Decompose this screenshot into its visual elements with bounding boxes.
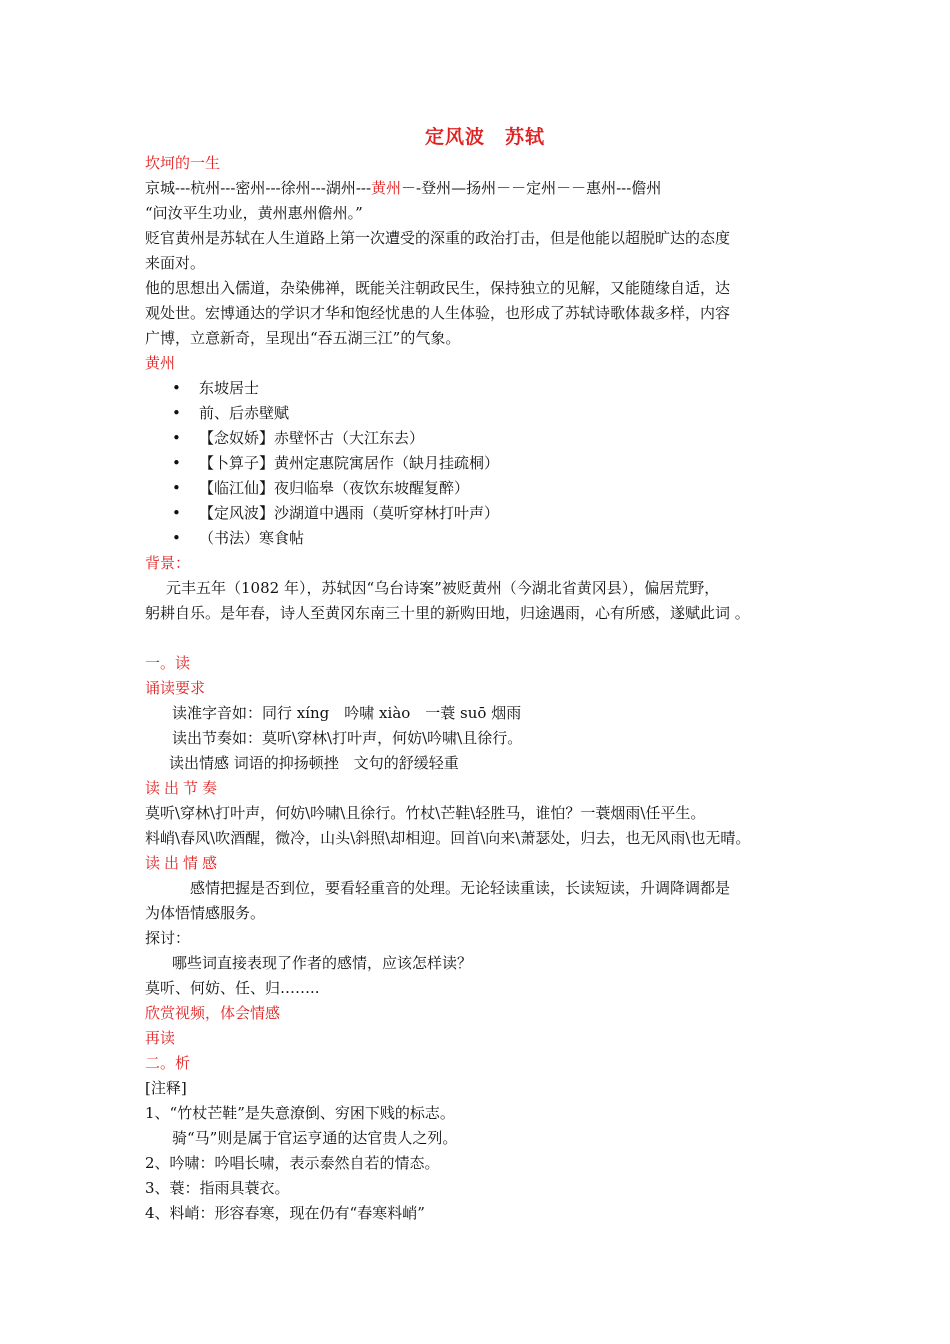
- list-item: • 【临江仙】夜归临皋（夜饮东坡醒复醉）: [145, 476, 825, 501]
- note-item: 4、料峭：形容春寒，现在仍有“春寒料峭”: [145, 1204, 425, 1222]
- list-item: • 【念奴娇】赤壁怀古（大江东去）: [145, 426, 825, 451]
- emotion-line: 感情把握是否到位，要看轻重音的处理。无论轻读重读，长读短读，升调降调都是: [190, 879, 731, 897]
- list-item: • （书法）寒食帖: [145, 526, 825, 551]
- section-heading-video: 欣赏视频，体会情感: [145, 1004, 281, 1022]
- list-item: • 【定风波】沙湖道中遇雨（莫听穿林打叶声）: [145, 501, 825, 526]
- spacer: [145, 626, 825, 651]
- poem-line: 料峭\春风\吹酒醒，微冷，山头\斜照\却相迎。回首\向来\萧瑟处，归去，也无风雨\也无晴。: [145, 829, 751, 847]
- paragraph-line: 贬官黄州是苏轼在人生道路上第一次遭受的深重的政治打击，但是他能以超脱旷达的态度: [145, 229, 731, 247]
- section-heading-life: 坎坷的一生: [145, 154, 221, 172]
- section-heading-analysis: 二。析: [145, 1054, 191, 1072]
- emotion-line: 为体悟情感服务。: [145, 904, 266, 922]
- discuss-label: 探讨：: [145, 929, 191, 947]
- background-line: 元丰五年（1082 年），苏轼因“乌台诗案”被贬黄州（今湖北省黄冈县），偏居荒野，: [166, 579, 720, 597]
- bullet-icon: •: [172, 504, 181, 522]
- bullet-icon: •: [172, 404, 181, 422]
- background-line: 躬耕自乐。是年春，诗人至黄冈东南三十里的新购田地，归途遇雨，心有所感，遂赋此词 。: [145, 604, 750, 622]
- document-body: [145, 123, 825, 1226]
- section-heading-rhythm: 读出节奏: [145, 779, 222, 797]
- recite-line: 读准字音如：同行 xíng 吟啸 xiào 一蓑 suō 烟雨: [172, 704, 522, 722]
- paragraph-line: 他的思想出入儒道，杂染佛禅，既能关注朝政民生，保持独立的见解，又能随缘自适，达: [145, 279, 731, 297]
- discuss-question: 哪些词直接表现了作者的感情，应该怎样读？: [172, 954, 473, 972]
- poem-line: 莫听\穿林\打叶声，何妨\吟啸\且徐行。竹杖\芒鞋\轻胜马，谁怕？一蓑烟雨\任平生。: [145, 804, 706, 822]
- quote-line: “问汝平生功业，黄州惠州儋州。”: [145, 204, 363, 222]
- bullet-icon: •: [172, 429, 181, 447]
- section-heading-recite: 诵读要求: [145, 679, 206, 697]
- route-line: [145, 176, 825, 201]
- note-item: 骑“马”则是属于官运亨通的达官贵人之列。: [172, 1129, 458, 1147]
- notes-label: [注释]: [145, 1079, 187, 1097]
- list-item: • 东坡居士: [145, 376, 825, 401]
- section-heading-reread: 再读: [145, 1029, 176, 1047]
- note-item: 1、“竹杖芒鞋”是失意潦倒、穷困下贱的标志。: [145, 1104, 455, 1122]
- recite-line: 读出节奏如：莫听\穿林\打叶声，何妨\吟啸\且徐行。: [172, 729, 523, 747]
- list-item: • 前、后赤壁赋: [145, 401, 825, 426]
- bullet-icon: •: [172, 529, 181, 547]
- discuss-answer: 莫听、何妨、任、归……..: [145, 979, 320, 997]
- note-item: 2、吟啸：吟唱长啸，表示泰然自若的情态。: [145, 1154, 440, 1172]
- section-heading-background: 背景：: [145, 554, 191, 572]
- note-item: 3、蓑：指雨具蓑衣。: [145, 1179, 290, 1197]
- document-title: 定风波 苏轼: [424, 126, 545, 148]
- route-part-1: 京城---杭州---密州---徐州---湖州---: [145, 179, 372, 197]
- bullet-icon: •: [172, 479, 181, 497]
- recite-line: 读出情感 词语的抑扬顿挫 文句的舒缓轻重: [169, 754, 459, 772]
- section-heading-emotion: 读出情感: [145, 854, 222, 872]
- section-heading-read: 一。读: [145, 654, 191, 672]
- section-heading-huangzhou: 黄州: [145, 354, 176, 372]
- bullet-icon: •: [172, 454, 181, 472]
- route-huangzhou: 黄州: [371, 179, 402, 197]
- paragraph-line: 观处世。宏博通达的学识才华和饱经忧患的人生体验，也形成了苏轼诗歌体裁多样，内容: [145, 304, 731, 322]
- list-item: • 【卜算子】黄州定惠院寓居作（缺月挂疏桐）: [145, 451, 825, 476]
- bullet-icon: •: [172, 379, 181, 397]
- paragraph-line: 来面对。: [145, 254, 206, 272]
- paragraph-line: 广博，立意新奇，呈现出“吞五湖三江”的气象。: [145, 329, 461, 347]
- route-part-3: －-登州—扬州－－定州－－惠州---儋州: [401, 179, 662, 197]
